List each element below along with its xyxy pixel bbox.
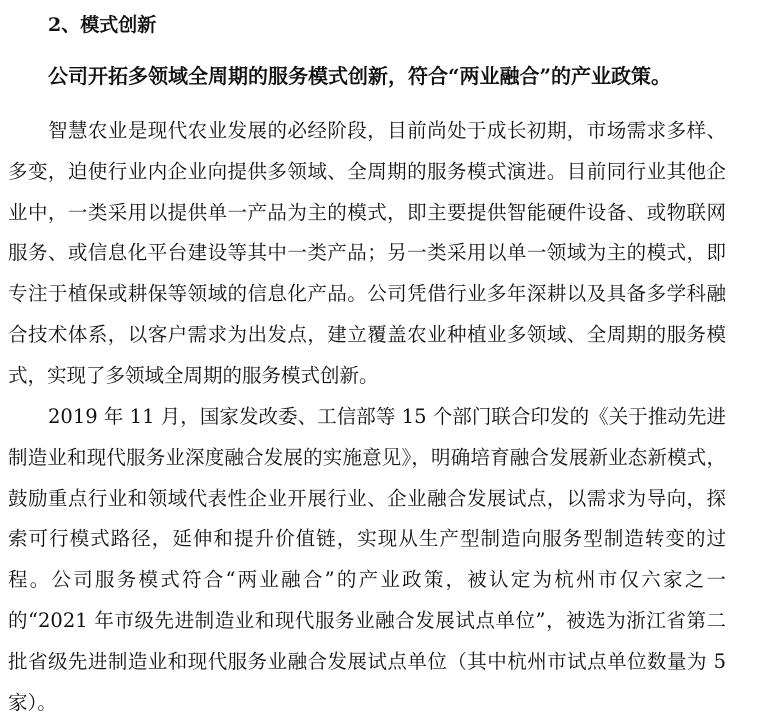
paragraph-service-model: 智慧农业是现代农业发展的必经阶段，目前尚处于成长初期，市场需求多样、多变，迫使行业内企业向提供多领域、全周期的服务模式演进。目前同行业其他企业中，一类采用以提供单一产品为主的模式，即主要提供智能硬件设备、或物联网服务、或信息化平台建设等其中一类产品；另一类采用以单一领域为主的模式，即专注于植保或耕保等领域的信息化产品。公司凭借行业多年深耕以及具备多学科融合技术体系，以客户需求为出发点，建立覆盖农业种植业多领域、全周期的服务模式，实现了多领域全周期的服务模式创新。: [8, 119, 726, 387]
bold-subheading: 公司开拓多领域全周期的服务模式创新，符合“两业融合”的产业政策。: [48, 64, 672, 88]
paragraph-policy: 2019 年 11 月，国家发改委、工信部等 15 个部门联合印发的《关于推动先进制造业和现代服务业深度融合发展的实施意见》，明确培育融合发展新业态新模式，鼓励重点行业和领域代表性企业开展行业、企业融合发展试点，以需求为导向，探索可行模式路径，延伸和提升价值链，实现从生产型制造向服务型制造转变的过程。公司服务模式符合“两业融合”的产业政策，被认定为杭州市仅六家之一的“2021 年市级先进制造业和现代服务业融合发展试点单位”，被选为浙江省第二批省级先进制造业和现代服务业融合发展试点单位（其中杭州市试点单位数量为 5 家）。: [8, 405, 726, 714]
section-title: 2、模式创新: [48, 14, 157, 36]
